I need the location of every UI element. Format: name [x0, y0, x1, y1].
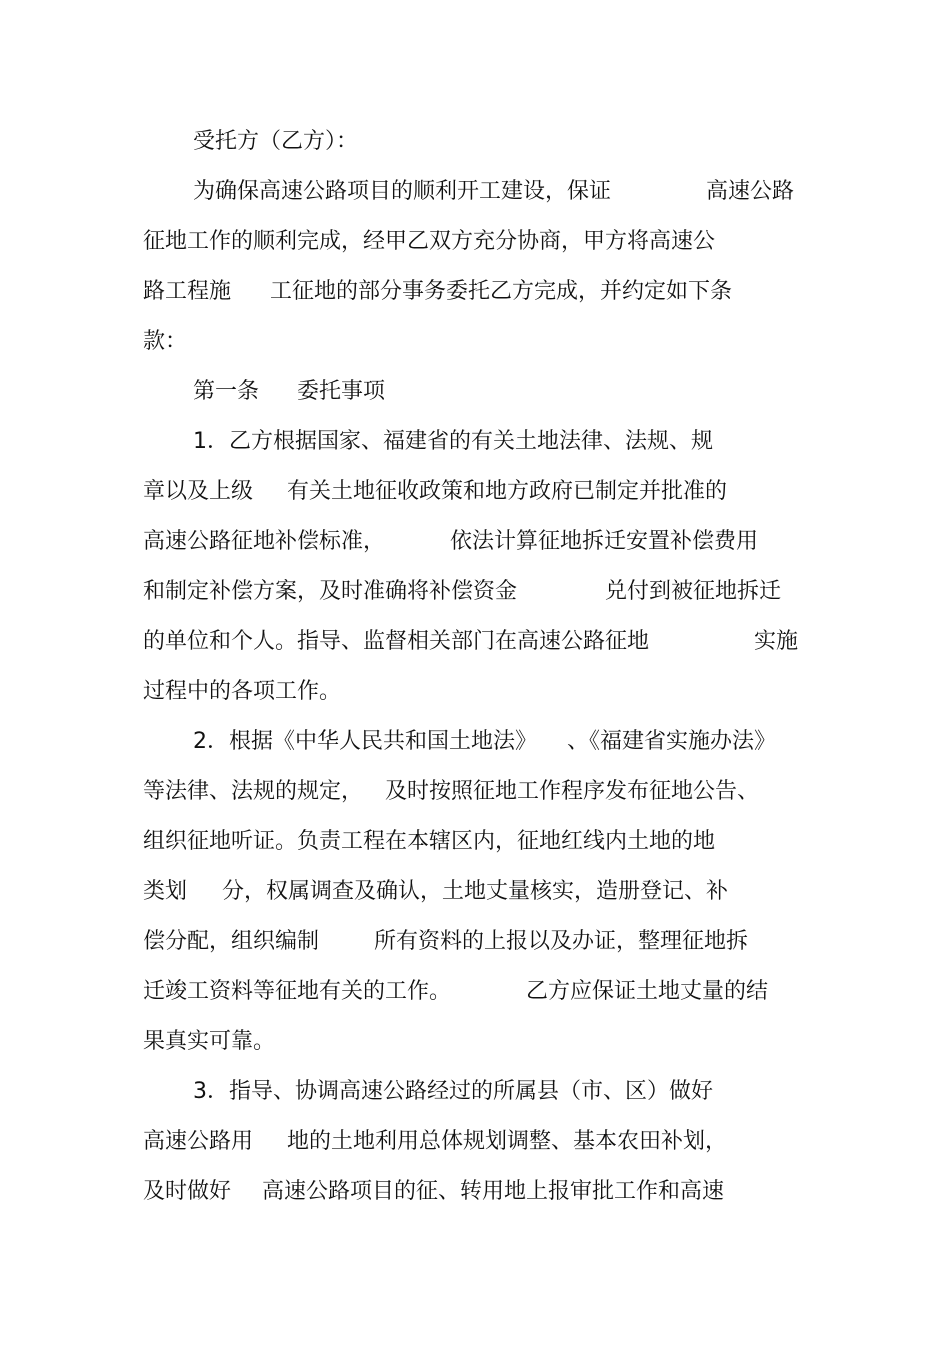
clause-line: 迁竣工资料等征地有关的工作。: [143, 979, 452, 1004]
clause-line: 组织征地听证。负责工程在本辖区内，征地红线内土地的地: [143, 829, 716, 854]
clause-line: 所有资料的上报以及办证，整理征地拆: [374, 929, 749, 954]
clause-line: 1．乙方根据国家、福建省的有关土地法律、法规、规: [193, 429, 713, 454]
party-b-heading: 受托方（乙方）：: [193, 129, 359, 154]
clause-line: 及时做好: [143, 1179, 232, 1204]
clause-line: 有关土地征收政策和地方政府已制定并批准的: [287, 479, 728, 504]
clause-line: 兑付到被征地拆迁: [605, 579, 782, 604]
clause-line: 依法计算征地拆迁安置补偿费用: [450, 529, 759, 554]
paragraph-line: 工征地的部分事务委托乙方完成，并约定如下条: [270, 279, 733, 304]
clause-line: 章以及上级: [143, 479, 254, 504]
clause-line: 2．根据《中华人民共和国土地法》: [193, 729, 537, 754]
clause-line: 过程中的各项工作。: [143, 679, 342, 704]
clause-line: 3．指导、协调高速公路经过的所属县（市、区）做好: [193, 1079, 713, 1104]
paragraph-line: 路工程施: [143, 279, 232, 304]
clause-line: 果真实可靠。: [143, 1029, 276, 1054]
article-number: 第一条: [193, 379, 260, 404]
article-title: 委托事项: [297, 379, 386, 404]
clause-line: 偿分配，组织编制: [143, 929, 320, 954]
clause-line: 高速公路征地补偿标准，: [143, 529, 386, 554]
clause-line: 和制定补偿方案，及时准确将补偿资金: [143, 579, 518, 604]
paragraph-line: 为确保高速公路项目的顺利开工建设，保证: [193, 179, 612, 204]
clause-line: 及时按照征地工作程序发布征地公告、: [385, 779, 760, 804]
clause-line: 类划: [143, 879, 188, 904]
clause-line: 实施: [754, 629, 799, 654]
clause-line: 乙方应保证土地丈量的结: [526, 979, 769, 1004]
paragraph-line: 征地工作的顺利完成，经甲乙双方充分协商，甲方将高速公: [143, 229, 716, 254]
paragraph-line: 高速公路: [706, 179, 795, 204]
clause-line: 地的土地利用总体规划调整、基本农田补划，: [287, 1129, 728, 1154]
clause-line: 的单位和个人。指导、监督相关部门在高速公路征地: [143, 629, 650, 654]
clause-line: 分，权属调查及确认，土地丈量核实，造册登记、补: [222, 879, 729, 904]
clause-line: 、《福建省实施办法》: [567, 729, 777, 754]
clause-line: 高速公路项目的征、转用地上报审批工作和高速: [262, 1179, 725, 1204]
clause-line: 高速公路用: [143, 1129, 254, 1154]
clause-line: 等法律、法规的规定，: [143, 779, 364, 804]
paragraph-line: 款：: [143, 329, 188, 354]
